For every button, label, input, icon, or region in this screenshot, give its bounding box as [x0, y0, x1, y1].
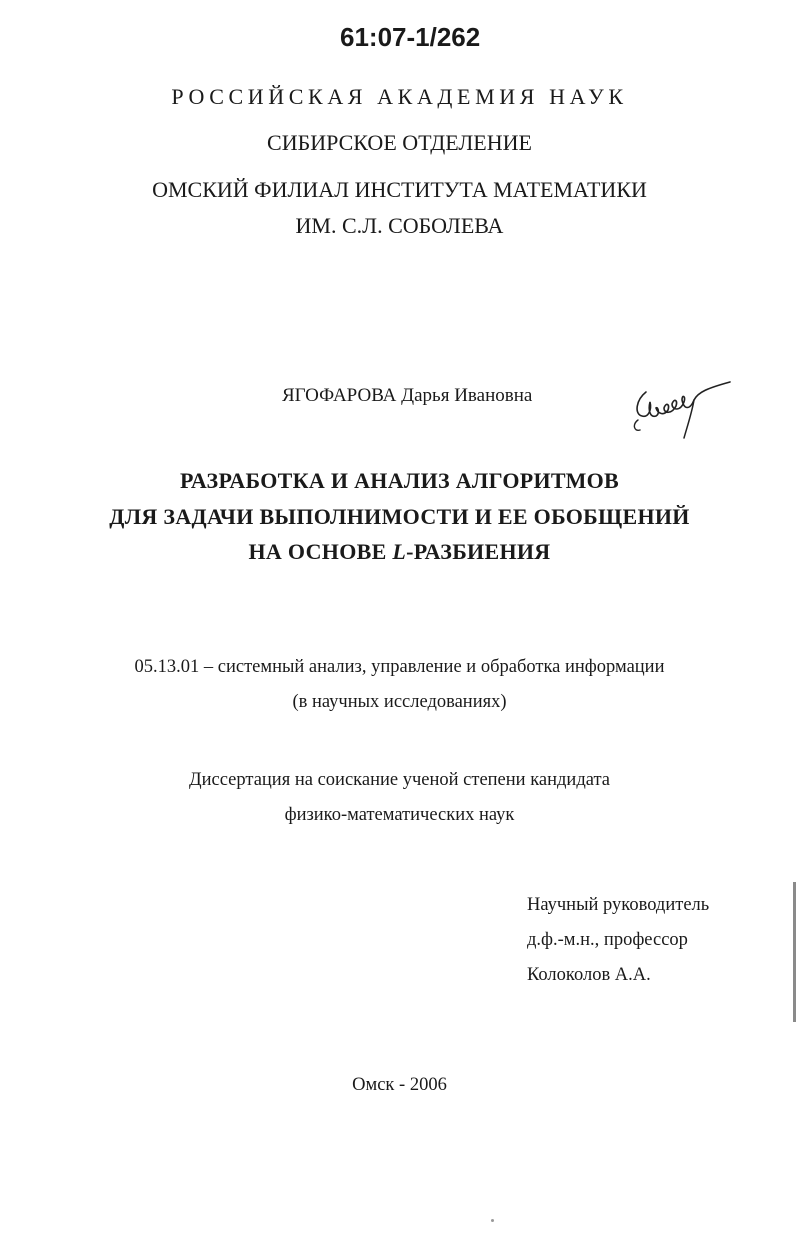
supervisor-name: Колоколов А.А. — [527, 965, 651, 985]
specialty-note: (в научных исследованиях) — [292, 692, 507, 712]
catalog-number: 61:07-1/262 — [340, 22, 481, 52]
institute-name-continued: ИМ. С.Л. СОБОЛЕВА — [295, 213, 504, 238]
thesis-title-line-1: РАЗРАБОТКА И АНАЛИЗ АЛГОРИТМОВ — [179, 468, 620, 493]
supervisor-credentials: д.ф.-м.н., профессор — [527, 930, 688, 950]
specialty-code: 05.13.01 – системный анализ, управление и обработка информации — [134, 657, 665, 677]
institute-name: ОМСКИЙ ФИЛИАЛ ИНСТИТУТА МАТЕМАТИКИ — [152, 177, 647, 202]
supervisor-role: Научный руководитель — [527, 895, 710, 915]
place-year: Омск - 2006 — [352, 1075, 447, 1095]
degree-statement: Диссертация на соискание ученой степени кандидата — [189, 770, 610, 790]
author-surname: ЯГОФАРОВА — [282, 385, 397, 406]
title-prefix: НА ОСНОВЕ — [248, 539, 393, 564]
thesis-title-line-2: ДЛЯ ЗАДАЧИ ВЫПОЛНИМОСТИ И ЕЕ ОБОБЩЕНИЙ — [109, 504, 690, 529]
title-suffix: -РАЗБИЕНИЯ — [406, 539, 551, 564]
author-name — [282, 385, 532, 407]
academy-name: РОССИЙСКАЯ АКАДЕМИЯ НАУК — [171, 84, 628, 109]
branch-name: СИБИРСКОЕ ОТДЕЛЕНИЕ — [267, 130, 532, 155]
author-given-names: Дарья Ивановна — [401, 385, 533, 406]
thesis-title-line-3 — [0, 539, 799, 565]
signature-icon — [628, 380, 738, 442]
degree-field: физико-математических наук — [284, 805, 515, 825]
scan-speck — [491, 1219, 494, 1222]
title-symbol: L — [392, 539, 407, 564]
scan-edge-mark — [793, 882, 796, 1022]
